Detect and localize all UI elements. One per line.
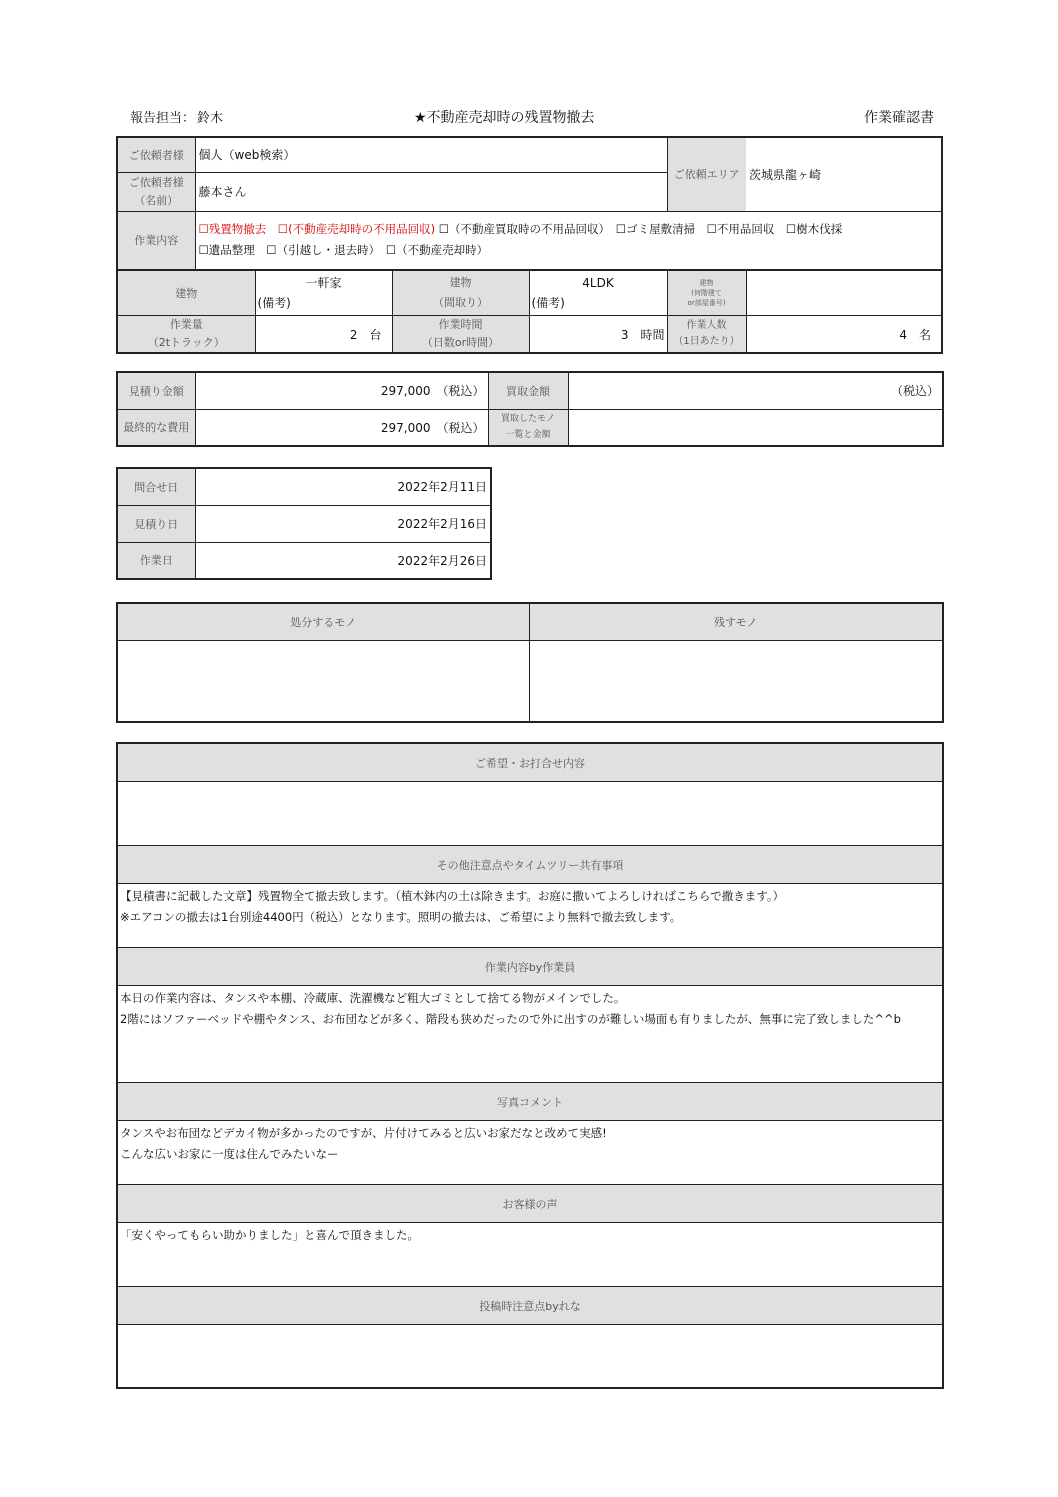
- staff-value: 4 名: [746, 316, 942, 354]
- volume-value: 2 台: [255, 316, 392, 354]
- work-type-selected: ☐残置物撤去 ☐(不動産売却時の不用品回収): [198, 222, 436, 237]
- page-title: ★不動産売却時の残置物撤去: [414, 110, 595, 126]
- purchase-price-label: 買取金額: [488, 372, 568, 409]
- staff-label-line1: 作業人数: [686, 320, 727, 331]
- notes-line1: 【見積書に記載した文章】残置物全て撤去致します。（植木鉢内の土は除きます。お庭に撒いてよろしければこちらで撒きます。）: [120, 889, 785, 903]
- building-floor-label-3: or部屋番号): [687, 299, 726, 307]
- building-table: [116, 270, 943, 354]
- dispose-items-value: [117, 640, 529, 722]
- layout-label-line1: 建物: [449, 276, 472, 289]
- dispose-items-label: 処分するモノ: [117, 603, 529, 640]
- purchase-price-value: （税込）: [568, 372, 943, 409]
- building-floor-label-2: (何階建て: [691, 289, 722, 297]
- photo-comment-line1: タンスやお布団などデカイ物が多かったのですが、片付けてみると広いお家だなと改めて実感!: [120, 1126, 607, 1140]
- layout-label-line2: （間取り）: [433, 296, 488, 309]
- time-label: [392, 316, 529, 354]
- photo-comment-body: [117, 1121, 943, 1185]
- estimate-price-label: 見積り金額: [117, 372, 195, 409]
- purchased-items-value: [568, 409, 943, 446]
- inquiry-date-label: 問合せ日: [117, 468, 195, 505]
- volume-label-line1: 作業量: [169, 318, 203, 331]
- layout-note: (備考): [531, 296, 565, 310]
- client-label: ご依頼者様: [117, 137, 195, 172]
- building-type: 一軒家: [305, 276, 342, 290]
- area-value: 茨城県龍ヶ崎: [746, 137, 942, 211]
- staff-label: [667, 316, 746, 354]
- memo-table: [116, 742, 944, 1389]
- time-label-line1: 作業時間: [438, 318, 483, 331]
- final-price-value: 297,000 （税込）: [195, 409, 488, 446]
- work-report-line2: 2階にはソファーベッドや棚やタンス、お布団などが多く、階段も狭めだったので外に出すのが難しい場面も有りましたが、無事に完了致しました^^b: [120, 1012, 901, 1026]
- photo-comment-label: 写真コメント: [117, 1083, 943, 1121]
- items-table: [116, 602, 944, 723]
- work-report-line1: 本日の作業内容は、タンスや本棚、冷蔵庫、洗濯機など粗大ゴミとして捨てる物がメインでした。: [120, 991, 626, 1005]
- reporter-label: 報告担当：: [130, 111, 196, 126]
- purchased-items-label-2: 一覧と金額: [505, 430, 551, 441]
- dates-table: [116, 467, 492, 580]
- inquiry-date-value: 2022年2月11日: [195, 468, 491, 505]
- layout-value-cell: [529, 271, 667, 316]
- work-date-label: 作業日: [117, 542, 195, 579]
- name-label-line2: （名前）: [134, 193, 179, 207]
- client-info-table: [116, 136, 943, 271]
- customer-voice-label: お客様の声: [117, 1185, 943, 1223]
- work-type-label: 作業内容: [117, 211, 195, 270]
- purchased-items-label: [488, 409, 568, 446]
- layout-label: [392, 271, 529, 316]
- building-type-cell: [255, 271, 392, 316]
- reporter-name: 鈴木: [197, 111, 224, 126]
- building-note: (備考): [257, 296, 291, 310]
- notes-body: [117, 884, 943, 948]
- estimate-price-value: 297,000 （税込）: [195, 372, 488, 409]
- time-value: 3 時間: [529, 316, 667, 354]
- customer-voice-line1: 「安くやってもらい助かりました」と喜んで頂きました。: [120, 1228, 419, 1242]
- building-label: 建物: [117, 271, 255, 316]
- pricing-table: [116, 371, 944, 447]
- time-label-line2: （日数or時間）: [421, 336, 500, 349]
- work-report-body: [117, 986, 943, 1083]
- post-notes-label: 投稿時注意点byれな: [117, 1287, 943, 1325]
- work-type-options: [195, 211, 942, 270]
- client-name-value: 藤本さん: [195, 172, 667, 211]
- name-label-line1: ご依頼者様: [128, 175, 184, 189]
- building-floor-label: [667, 271, 746, 316]
- layout-value: 4LDK: [582, 276, 614, 290]
- client-value: 個人（web検索）: [195, 137, 667, 172]
- post-notes-body: [117, 1325, 943, 1388]
- volume-label-line2: （2tトラック）: [147, 336, 225, 349]
- work-type-line2: ☐遺品整理 ☐（引越し・退去時） ☐（不動産売却時）: [198, 243, 489, 258]
- final-price-label: 最終的な費用: [117, 409, 195, 446]
- notes-label: その他注意点やタイムツリー共有事項: [117, 846, 943, 884]
- customer-voice-body: [117, 1223, 943, 1287]
- staff-label-line2: （1日あたり）: [673, 336, 740, 347]
- work-date-value: 2022年2月26日: [195, 542, 491, 579]
- work-report-label: 作業内容by作業員: [117, 948, 943, 986]
- volume-label: [117, 316, 255, 354]
- request-body: [117, 782, 943, 846]
- notes-line2: ※エアコンの撤去は1台別途4400円（税込）となります。照明の撤去は、ご希望により無料で撤去致します。: [120, 910, 682, 924]
- keep-items-label: 残すモノ: [529, 603, 943, 640]
- work-type-others: ☐（不動産買取時の不用品回収） ☐ゴミ屋敷清掃 ☐不用品回収 ☐樹木伐採: [438, 222, 843, 237]
- name-label: [117, 172, 195, 211]
- photo-comment-line2: こんな広いお家に一度は住んでみたいなー: [120, 1147, 339, 1161]
- building-floor-label-1: 建物: [699, 279, 714, 287]
- estimate-date-label: 見積り日: [117, 505, 195, 542]
- building-floor-value: [746, 271, 942, 316]
- doc-type: 作業確認書: [864, 110, 934, 126]
- purchased-items-label-1: 買取したモノ: [501, 414, 555, 425]
- request-label: ご希望・お打合せ内容: [117, 743, 943, 782]
- work-type-line1: [199, 219, 939, 240]
- estimate-date-value: 2022年2月16日: [195, 505, 491, 542]
- area-label: ご依頼エリア: [667, 137, 746, 211]
- keep-items-value: [529, 640, 943, 722]
